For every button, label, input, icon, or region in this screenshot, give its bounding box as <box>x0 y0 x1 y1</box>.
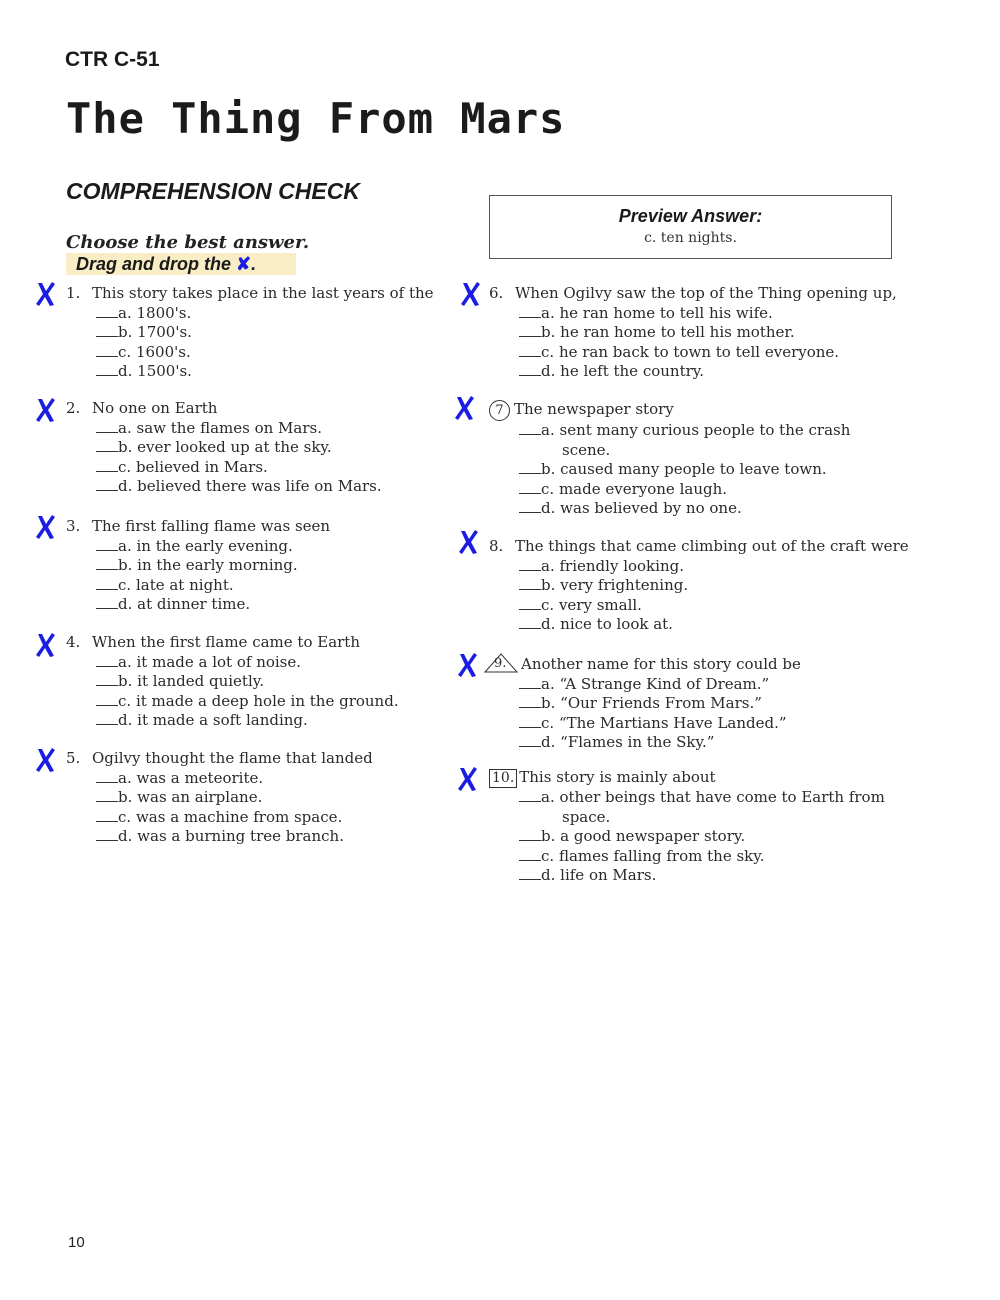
answer-blank[interactable] <box>519 734 541 747</box>
question-8 <box>489 537 909 635</box>
question-number: 7 <box>495 403 504 418</box>
question-number: 3. <box>66 517 81 535</box>
answer-blank[interactable] <box>519 616 541 629</box>
option-text: believed in Mars. <box>135 457 268 476</box>
triangle-icon <box>483 653 519 671</box>
answer-blank[interactable] <box>96 305 118 318</box>
answer-blank[interactable] <box>96 459 118 472</box>
question-number: 9. <box>494 656 507 671</box>
option-letter: c. <box>118 807 132 826</box>
option-letter: a. <box>541 421 555 439</box>
option-letter: c. <box>541 846 555 865</box>
option-text: made everyone laugh. <box>558 479 728 498</box>
option-text-continued: space. <box>562 807 611 826</box>
option-text: he ran home to tell his mother. <box>560 323 795 341</box>
question-number: 8. <box>489 537 504 555</box>
option-text: in the early evening. <box>136 536 293 555</box>
option-letter: c. <box>541 595 555 614</box>
question-number: 5. <box>66 749 81 767</box>
preview-value: c. ten nights. <box>644 230 737 246</box>
answer-blank[interactable] <box>519 676 541 689</box>
option-text: it made a lot of noise. <box>136 652 302 671</box>
option-text: in the early morning. <box>137 556 298 574</box>
option-text: friendly looking. <box>559 556 684 575</box>
option-letter: d. <box>541 362 556 380</box>
answer-blank[interactable] <box>519 695 541 708</box>
question-6 <box>489 284 897 382</box>
square-icon <box>489 769 517 788</box>
option-text: other beings that have come to Earth from <box>559 788 885 806</box>
option-text: was a machine from space. <box>135 807 343 826</box>
option-letter: c. <box>541 713 555 732</box>
draggable-x-mark-icon[interactable] <box>454 395 476 421</box>
draggable-x-mark-icon[interactable] <box>35 632 57 658</box>
option-text: a good newspaper story. <box>560 827 746 845</box>
option-letter: a. <box>541 788 555 806</box>
drag-instruction-text: Drag and drop the <box>76 254 232 274</box>
option-text: he ran home to tell his wife. <box>559 303 773 322</box>
option-letter: c. <box>118 457 132 476</box>
answer-blank[interactable] <box>96 577 118 590</box>
answer-blank[interactable] <box>96 654 118 667</box>
option-text: was an airplane. <box>137 788 263 806</box>
answer-blank[interactable] <box>96 693 118 706</box>
answer-blank[interactable] <box>96 557 118 570</box>
answer-blank[interactable] <box>519 422 541 435</box>
option-letter: c. <box>541 479 555 498</box>
option-text: he ran back to town to tell everyone. <box>558 342 840 361</box>
question-number: 1. <box>66 284 81 302</box>
option-letter: c. <box>118 342 132 361</box>
option-letter: b. <box>118 438 133 456</box>
question-10 <box>489 768 885 886</box>
question-stem: This story takes place in the last years of the <box>92 284 434 302</box>
instruction-choose: Choose the best answer. <box>66 232 310 253</box>
answer-blank[interactable] <box>519 789 541 802</box>
option-letter: c. <box>118 575 132 594</box>
answer-blank[interactable] <box>519 305 541 318</box>
answer-blank[interactable] <box>519 867 541 880</box>
answer-blank[interactable] <box>96 673 118 686</box>
option-letter: b. <box>541 827 556 845</box>
answer-blank[interactable] <box>519 500 541 513</box>
option-text: nice to look at. <box>560 615 673 633</box>
draggable-x-mark-icon[interactable] <box>457 652 479 678</box>
section-heading: COMPREHENSION CHECK <box>66 178 360 204</box>
option-letter: a. <box>118 652 132 671</box>
option-text: 1500's. <box>137 362 192 380</box>
question-5 <box>66 749 373 847</box>
option-letter: d. <box>118 595 133 613</box>
option-text: at dinner time. <box>137 595 251 613</box>
question-stem: No one on Earth <box>92 399 218 417</box>
answer-blank[interactable] <box>519 481 541 494</box>
draggable-x-mark-icon[interactable] <box>457 766 479 792</box>
draggable-x-mark-icon[interactable] <box>35 747 57 773</box>
option-letter: a. <box>118 303 132 322</box>
option-letter: d. <box>541 499 556 517</box>
option-text: it made a soft landing. <box>137 711 308 729</box>
option-text: 1600's. <box>135 342 191 361</box>
option-text: “Our Friends From Mars.” <box>560 694 762 712</box>
worksheet-code: CTR C-51 <box>65 48 160 71</box>
answer-blank[interactable] <box>96 363 118 376</box>
draggable-x-mark-icon[interactable] <box>35 281 57 307</box>
option-text: life on Mars. <box>560 866 657 884</box>
draggable-x-mark-icon[interactable] <box>460 281 482 307</box>
option-text: “Flames in the Sky.” <box>560 733 715 751</box>
question-stem: Ogilvy thought the flame that landed <box>92 749 373 767</box>
answer-blank[interactable] <box>519 848 541 861</box>
option-letter: b. <box>541 323 556 341</box>
option-letter: d. <box>118 711 133 729</box>
question-stem: Another name for this story could be <box>521 655 801 673</box>
circle-icon <box>489 400 510 421</box>
preview-label: Preview Answer: <box>618 206 763 226</box>
page-number: 10 <box>68 1234 85 1251</box>
option-text: very frightening. <box>560 576 689 594</box>
option-text: very small. <box>558 595 642 614</box>
instruction-drag <box>66 253 296 275</box>
question-number: 2. <box>66 399 81 417</box>
answer-blank[interactable] <box>96 420 118 433</box>
option-letter: c. <box>541 342 555 361</box>
question-stem: This story is mainly about <box>519 768 716 786</box>
option-letter: b. <box>118 788 133 806</box>
question-1 <box>66 284 434 382</box>
question-stem: The newspaper story <box>514 400 674 418</box>
question-2 <box>66 399 382 497</box>
option-text: sent many curious people to the crash <box>559 421 851 439</box>
option-letter: a. <box>541 674 555 693</box>
option-letter: d. <box>118 362 133 380</box>
answer-blank[interactable] <box>96 712 118 725</box>
option-text: it made a deep hole in the ground. <box>135 691 399 710</box>
draggable-x-mark-icon[interactable] <box>35 397 57 423</box>
option-text: believed there was life on Mars. <box>137 477 382 495</box>
answer-blank[interactable] <box>519 597 541 610</box>
draggable-x-mark-icon[interactable] <box>35 514 57 540</box>
option-letter: d. <box>541 615 556 633</box>
option-letter: d. <box>118 477 133 495</box>
option-text: “A Strange Kind of Dream.” <box>559 674 770 693</box>
option-letter: b. <box>541 694 556 712</box>
option-text: late at night. <box>135 575 234 594</box>
option-text: “The Martians Have Landed.” <box>558 713 787 732</box>
option-text: he left the country. <box>560 362 705 380</box>
option-text-continued: scene. <box>562 440 611 459</box>
option-text: 1700's. <box>137 323 192 341</box>
answer-blank[interactable] <box>519 715 541 728</box>
option-letter: c. <box>118 691 132 710</box>
option-letter: a. <box>541 556 555 575</box>
option-text: was a meteorite. <box>136 768 264 787</box>
preview-answer-box <box>489 195 892 259</box>
option-letter: a. <box>541 303 555 322</box>
drag-instruction-end: . <box>251 254 257 274</box>
answer-blank[interactable] <box>96 596 118 609</box>
answer-blank[interactable] <box>96 344 118 357</box>
x-mark-icon: ✘ <box>236 254 252 274</box>
answer-blank[interactable] <box>519 461 541 474</box>
answer-blank[interactable] <box>519 363 541 376</box>
option-text: was believed by no one. <box>560 499 742 517</box>
question-number: 6. <box>489 284 504 302</box>
answer-blank[interactable] <box>96 828 118 841</box>
answer-blank[interactable] <box>96 439 118 452</box>
option-text: flames falling from the sky. <box>558 846 765 865</box>
answer-blank[interactable] <box>96 789 118 802</box>
draggable-x-mark-icon[interactable] <box>458 529 480 555</box>
option-letter: d. <box>118 827 133 845</box>
answer-blank[interactable] <box>96 538 118 551</box>
option-text: caused many people to leave town. <box>560 460 827 478</box>
answer-blank[interactable] <box>96 324 118 337</box>
option-text: saw the flames on Mars. <box>136 418 322 437</box>
question-stem: The first falling flame was seen <box>92 517 331 535</box>
option-letter: b. <box>118 672 133 690</box>
page-title: The Thing From Mars <box>66 94 566 143</box>
question-number: 10. <box>492 770 515 786</box>
option-letter: a. <box>118 768 132 787</box>
option-letter: a. <box>118 418 132 437</box>
question-stem: When the first flame came to Earth <box>92 633 360 651</box>
question-3 <box>66 517 330 615</box>
option-letter: a. <box>118 536 132 555</box>
answer-blank[interactable] <box>519 344 541 357</box>
option-text: was a burning tree branch. <box>137 827 344 845</box>
option-letter: b. <box>541 576 556 594</box>
option-letter: b. <box>118 323 133 341</box>
option-text: 1800's. <box>136 303 192 322</box>
answer-blank[interactable] <box>96 478 118 491</box>
option-text: ever looked up at the sky. <box>137 438 332 456</box>
answer-blank[interactable] <box>96 770 118 783</box>
question-4 <box>66 633 399 731</box>
answer-blank[interactable] <box>519 324 541 337</box>
answer-blank[interactable] <box>519 828 541 841</box>
option-letter: d. <box>541 866 556 884</box>
answer-blank[interactable] <box>519 577 541 590</box>
question-9 <box>483 653 801 753</box>
option-letter: b. <box>118 556 133 574</box>
option-text: it landed quietly. <box>137 672 265 690</box>
option-letter: b. <box>541 460 556 478</box>
option-letter: d. <box>541 733 556 751</box>
question-number: 4. <box>66 633 81 651</box>
question-stem: When Ogilvy saw the top of the Thing opening up, <box>515 284 897 302</box>
question-stem: The things that came climbing out of the craft were <box>515 537 909 555</box>
answer-blank[interactable] <box>96 809 118 822</box>
answer-blank[interactable] <box>519 558 541 571</box>
question-7 <box>489 400 850 519</box>
